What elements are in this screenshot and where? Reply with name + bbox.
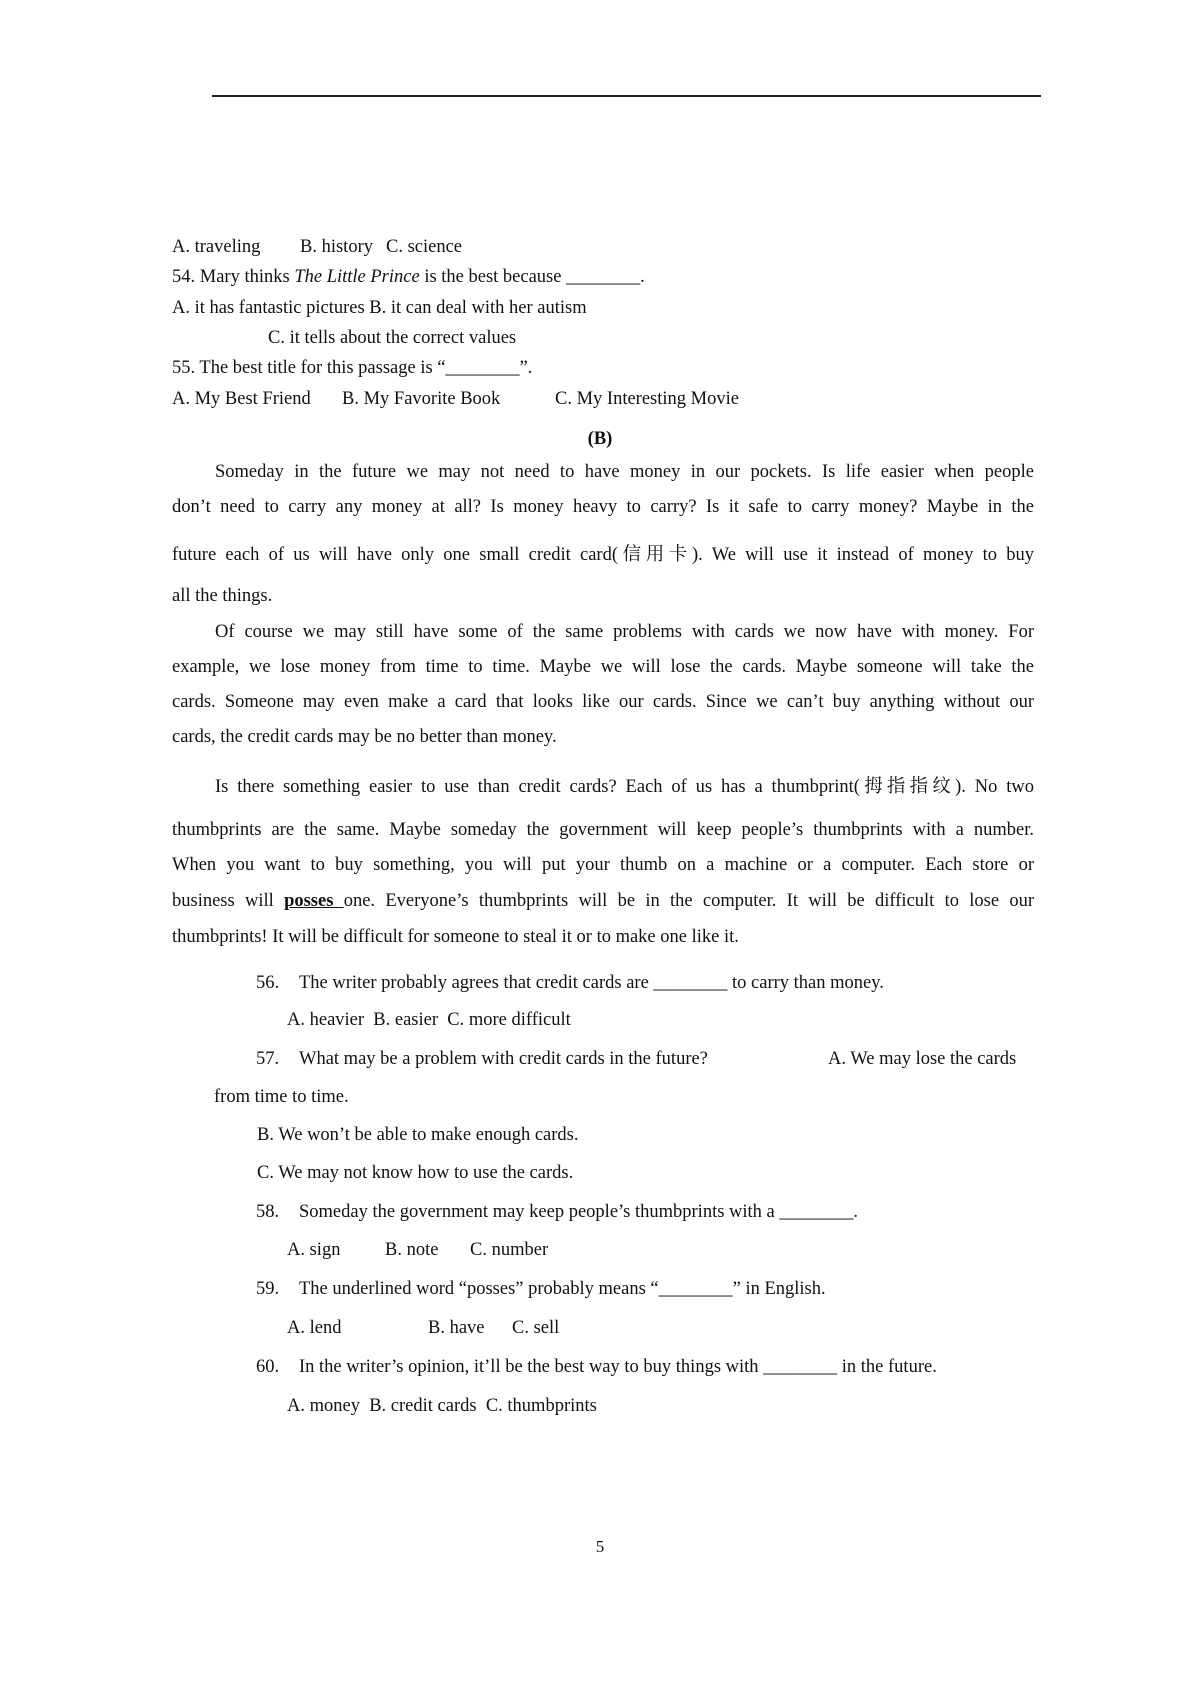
passage-p1-line3: future each of us will have only one small credit card(信用卡). We will use it instead of money to buy bbox=[172, 545, 1034, 565]
q58-stem: Someday the government may keep people’s thumbprints with a ________. bbox=[299, 1202, 859, 1222]
passage-p3-line1: Is there something easier to use than credit cards? Each of us has a thumbprint(拇指指纹). No two bbox=[215, 777, 1034, 797]
q56-options: A. heavier B. easier C. more difficult bbox=[287, 1010, 571, 1030]
q58-option-c: C. number bbox=[470, 1240, 549, 1260]
q58-number: 58. bbox=[256, 1202, 280, 1222]
q53-option-c: C. science bbox=[386, 237, 463, 257]
q55-option-a: A. My Best Friend bbox=[172, 389, 311, 409]
passage-p3-line2: thumbprints are the same. Maybe someday the government will keep people’s thumbprints with a number. bbox=[172, 820, 1034, 840]
page-number: 5 bbox=[595, 1537, 605, 1556]
q60-options: A. money B. credit cards C. thumbprints bbox=[287, 1396, 597, 1416]
q58-option-b: B. note bbox=[385, 1240, 439, 1260]
q54-pre: 54. Mary thinks bbox=[172, 267, 295, 287]
q57-option-b: B. We won’t be able to make enough cards. bbox=[257, 1125, 579, 1145]
passage-p3-line4-post: one. Everyone’s thumbprints will be in the computer. It will be difficult to lose our bbox=[343, 891, 1035, 911]
q57-stem: What may be a problem with credit cards in the future? bbox=[299, 1049, 708, 1069]
q53-option-a: A. traveling bbox=[172, 237, 261, 257]
q55-option-c: C. My Interesting Movie bbox=[555, 389, 739, 409]
q55-stem: 55. The best title for this passage is “________”. bbox=[172, 358, 533, 378]
passage-p2-line1: Of course we may still have some of the same problems with cards we now have with money. For bbox=[215, 622, 1034, 642]
passage-p2-line3: cards. Someone may even make a card that looks like our cards. Since we can’t buy anything without our bbox=[172, 692, 1034, 712]
q53-option-b: B. history bbox=[300, 237, 373, 257]
passage-p3-line4-pre: business will bbox=[172, 891, 285, 911]
q54-book-title: The Little Prince bbox=[294, 267, 420, 287]
underlined-word-posses: posses bbox=[284, 891, 344, 911]
passage-p3-line5: thumbprints! It will be difficult for someone to steal it or to make one like it. bbox=[172, 927, 739, 947]
passage-p3-line3: When you want to buy something, you will put your thumb on a machine or a computer. Each store or bbox=[172, 855, 1034, 875]
q56-number: 56. bbox=[256, 973, 280, 993]
q57-number: 57. bbox=[256, 1049, 280, 1069]
q54-option-c: C. it tells about the correct values bbox=[268, 328, 517, 348]
q59-stem: The underlined word “posses” probably means “________” in English. bbox=[299, 1279, 826, 1299]
q56-stem: The writer probably agrees that credit cards are ________ to carry than money. bbox=[299, 973, 884, 993]
q59-number: 59. bbox=[256, 1279, 280, 1299]
q54-stem bbox=[172, 267, 645, 288]
header-rule bbox=[212, 95, 1041, 97]
q59-option-b: B. have bbox=[428, 1318, 485, 1338]
q57-option-c: C. We may not know how to use the cards. bbox=[257, 1163, 574, 1183]
passage-p1-line1: Someday in the future we may not need to have money in our pockets. Is life easier when people bbox=[215, 462, 1034, 482]
passage-p1-line4: all the things. bbox=[172, 586, 273, 606]
q59-option-a: A. lend bbox=[287, 1318, 342, 1338]
q57-option-a-start: A. We may lose the cards bbox=[828, 1049, 1017, 1069]
q54-post: is the best because ________. bbox=[419, 267, 645, 287]
q60-stem: In the writer’s opinion, it’ll be the best way to buy things with ________ in the future. bbox=[299, 1357, 937, 1377]
passage-p3-line4 bbox=[172, 891, 1034, 912]
section-b-heading: (B) bbox=[587, 429, 613, 449]
passage-p2-line2: example, we lose money from time to time. Maybe we will lose the cards. Maybe someone will take the bbox=[172, 657, 1034, 677]
q59-option-c: C. sell bbox=[512, 1318, 560, 1338]
passage-p2-line4: cards, the credit cards may be no better than money. bbox=[172, 727, 557, 747]
q60-number: 60. bbox=[256, 1357, 280, 1377]
q55-option-b: B. My Favorite Book bbox=[342, 389, 501, 409]
q54-options-ab: A. it has fantastic pictures B. it can deal with her autism bbox=[172, 298, 587, 318]
passage-p1-line2: don’t need to carry any money at all? Is money heavy to carry? Is it safe to carry money? Maybe in the bbox=[172, 497, 1034, 517]
q57-option-a-cont: from time to time. bbox=[214, 1087, 349, 1107]
q58-option-a: A. sign bbox=[287, 1240, 341, 1260]
